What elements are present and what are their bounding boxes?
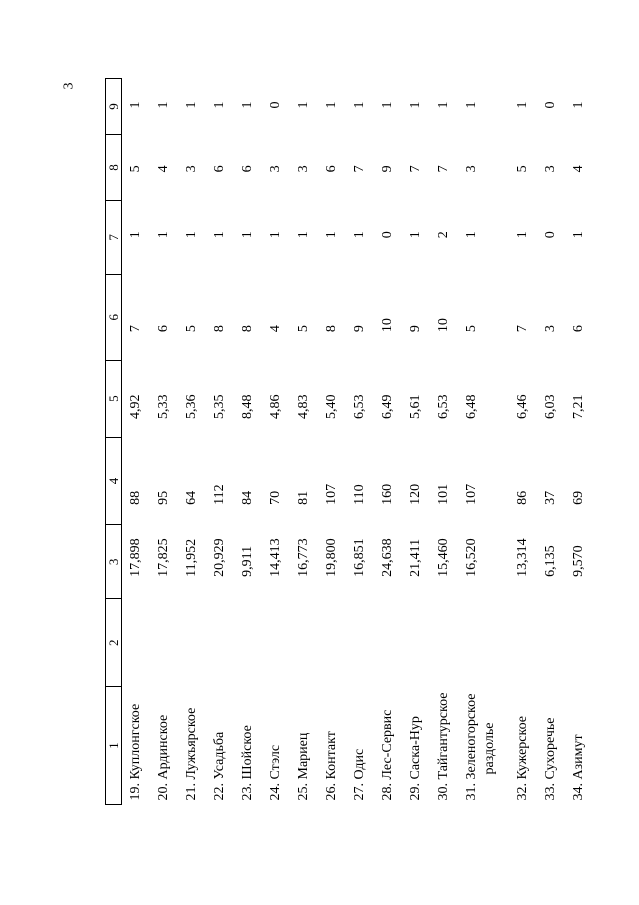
cell-col-9: 1	[212, 101, 227, 109]
cell-col-8: 7	[408, 165, 423, 173]
cell-col-8: 4	[571, 165, 586, 173]
cell-col-3: 13,314	[515, 538, 530, 577]
cell-col-3: 14,413	[268, 538, 283, 577]
cell-col-4: 160	[380, 483, 395, 505]
cell-col-4: 88	[128, 490, 143, 505]
cell-col-7: 1	[464, 231, 479, 239]
row-name: 25. Мариец	[296, 732, 311, 801]
page-number: 3	[61, 82, 77, 90]
cell-col-7: 1	[156, 231, 171, 239]
row-name-cell	[206, 599, 234, 805]
cell-col-6: 5	[296, 325, 311, 333]
cell-col-9: 1	[352, 101, 367, 109]
cell-col-8: 6	[240, 165, 255, 173]
cell-col-7: 2	[436, 231, 451, 239]
cell-col-3: 17,825	[156, 538, 171, 577]
cell-col-5: 5,33	[156, 394, 171, 420]
cell-col-8: 3	[296, 165, 311, 173]
cell-col-4: 120	[408, 483, 423, 505]
cell-col-8: 7	[436, 165, 451, 173]
cell-col-9: 0	[268, 101, 283, 109]
cell-col-6: 10	[380, 318, 395, 333]
cell-col-9: 1	[380, 101, 395, 109]
row-name: 28. Лес-Сервис	[380, 709, 395, 801]
cell-col-8: 5	[515, 165, 530, 173]
table-row	[430, 79, 458, 805]
row-name: 22. Усадьба	[212, 731, 227, 801]
row-name-cell	[178, 599, 206, 805]
table-row	[565, 79, 593, 805]
cell-col-9: 1	[515, 101, 530, 109]
row-name-cell	[402, 599, 430, 805]
cell-col-7: 1	[184, 231, 199, 239]
cell-col-8: 3	[184, 165, 199, 173]
table-row	[346, 79, 374, 805]
table-row	[318, 79, 346, 805]
cell-col-7: 1	[240, 231, 255, 239]
cell-col-4: 81	[296, 490, 311, 505]
cell-col-9: 1	[408, 101, 423, 109]
cell-col-8: 3	[464, 165, 479, 173]
cell-col-7: 1	[296, 231, 311, 239]
column-header-4: 4	[106, 437, 122, 525]
cell-col-4: 101	[436, 483, 451, 505]
cell-col-6: 4	[268, 325, 283, 333]
cell-col-5: 5,36	[184, 394, 199, 420]
row-name-cell	[318, 599, 346, 805]
cell-col-5: 5,61	[408, 394, 423, 420]
row-name-cell	[290, 599, 318, 805]
cell-col-9: 1	[464, 101, 479, 109]
column-header-9: 9	[106, 79, 122, 135]
cell-col-8: 6	[212, 165, 227, 173]
cell-col-6: 9	[408, 325, 423, 333]
row-name: 21. Лужъярское	[184, 707, 199, 801]
table-row	[122, 79, 151, 805]
cell-col-6: 6	[156, 325, 171, 333]
cell-col-9: 1	[571, 101, 586, 109]
cell-col-4: 84	[240, 490, 255, 505]
cell-col-6: 8	[212, 325, 227, 333]
table-row	[206, 79, 234, 805]
cell-col-4: 107	[464, 483, 479, 505]
row-name-cell	[262, 599, 290, 805]
cell-col-9: 1	[324, 101, 339, 109]
cell-col-4: 110	[352, 484, 367, 505]
row-name: 30. Тайгантурское	[436, 692, 451, 801]
cell-col-7: 1	[128, 231, 143, 239]
cell-col-6: 10	[436, 318, 451, 333]
row-name: 32. Кужерское	[515, 716, 530, 801]
column-header-1: 1	[106, 687, 122, 805]
cell-col-4: 37	[543, 490, 558, 505]
cell-col-4: 112	[212, 484, 227, 505]
row-name-cell	[346, 599, 374, 805]
table-row	[234, 79, 262, 805]
cell-col-5: 6,53	[436, 394, 451, 420]
cell-col-9: 1	[436, 101, 451, 109]
cell-col-5: 4,86	[268, 394, 283, 420]
row-name-cell	[430, 599, 458, 805]
row-name: 29. Саска-Нур	[408, 716, 423, 801]
row-name: 26. Контакт	[324, 731, 339, 801]
row-name: 19. Куплонгское	[128, 703, 143, 801]
row-name: 23. Шойское	[240, 725, 255, 801]
column-header-8: 8	[106, 135, 122, 201]
row-name: 33. Сухоречье	[543, 717, 558, 801]
cell-col-9: 1	[296, 101, 311, 109]
cell-col-8: 3	[268, 165, 283, 173]
row-name: 31. Зеленогорское	[464, 693, 479, 801]
table-row	[262, 79, 290, 805]
cell-col-7: 0	[380, 231, 395, 239]
cell-col-9: 1	[128, 101, 143, 109]
cell-col-6: 9	[352, 325, 367, 333]
cell-col-5: 6,03	[543, 394, 558, 420]
cell-col-5: 4,92	[128, 394, 143, 420]
cell-col-3: 9,911	[240, 545, 255, 577]
cell-col-3: 19,800	[324, 538, 339, 577]
table-row	[537, 79, 565, 805]
cell-col-3: 21,411	[408, 538, 423, 577]
cell-col-4: 107	[324, 483, 339, 505]
row-name-cell	[374, 599, 402, 805]
row-name-cell	[234, 599, 262, 805]
cell-col-8: 7	[352, 165, 367, 173]
cell-col-4: 95	[156, 490, 171, 505]
cell-col-6: 6	[571, 325, 586, 333]
cell-col-3: 11,952	[184, 538, 199, 577]
table-row	[374, 79, 402, 805]
cell-col-9: 1	[240, 101, 255, 109]
row-name-cell	[122, 599, 151, 805]
cell-col-5: 6,48	[464, 394, 479, 420]
table-header-row	[106, 79, 122, 805]
cell-col-6: 3	[543, 325, 558, 333]
column-header-2: 2	[106, 599, 122, 687]
row-name-cell	[537, 599, 565, 805]
cell-col-3: 24,638	[380, 538, 395, 577]
cell-col-3: 6,135	[543, 545, 558, 577]
cell-col-5: 4,83	[296, 394, 311, 420]
cell-col-7: 1	[324, 231, 339, 239]
cell-col-5: 6,53	[352, 394, 367, 420]
cell-col-5: 5,35	[212, 394, 227, 420]
column-header-7: 7	[106, 200, 122, 274]
cell-col-7: 1	[515, 231, 530, 239]
cell-col-3: 9,570	[571, 545, 586, 577]
cell-col-6: 7	[515, 325, 530, 333]
table-row	[458, 79, 509, 805]
column-header-6: 6	[106, 274, 122, 360]
table-row	[509, 79, 537, 805]
cell-col-8: 3	[543, 165, 558, 173]
cell-col-3: 15,460	[436, 538, 451, 577]
table-row	[178, 79, 206, 805]
row-name-continuation: раздолье	[482, 722, 497, 775]
row-name: 27. Одис	[352, 748, 367, 801]
row-name-cell	[458, 599, 509, 805]
cell-col-6: 5	[184, 325, 199, 333]
cell-col-8: 5	[128, 165, 143, 173]
cell-col-7: 1	[571, 231, 586, 239]
cell-col-5: 6,46	[515, 394, 530, 420]
cell-col-3: 17,898	[128, 538, 143, 577]
cell-col-7: 1	[212, 231, 227, 239]
cell-col-6: 8	[324, 325, 339, 333]
table-row	[150, 79, 178, 805]
row-name-cell	[565, 599, 593, 805]
cell-col-9: 0	[543, 101, 558, 109]
cell-col-4: 69	[571, 490, 586, 505]
row-name: 20. Ардинское	[156, 714, 171, 801]
cell-col-8: 4	[156, 165, 171, 173]
cell-col-9: 1	[156, 101, 171, 109]
cell-col-6: 5	[464, 325, 479, 333]
row-name-cell	[509, 599, 537, 805]
column-header-5: 5	[106, 360, 122, 437]
cell-col-5: 6,49	[380, 394, 395, 420]
cell-col-5: 8,48	[240, 394, 255, 420]
cell-col-3: 16,851	[352, 538, 367, 577]
cell-col-3: 16,773	[296, 538, 311, 577]
cell-col-3: 20,929	[212, 538, 227, 577]
cell-col-5: 5,40	[324, 394, 339, 420]
row-name-cell	[150, 599, 178, 805]
cell-col-4: 70	[268, 490, 283, 505]
cell-col-5: 7,21	[571, 394, 586, 420]
row-name: 34. Азимут	[571, 734, 586, 801]
cell-col-4: 64	[184, 490, 199, 505]
cell-col-8: 9	[380, 165, 395, 173]
cell-col-8: 6	[324, 165, 339, 173]
cell-col-6: 8	[240, 325, 255, 333]
cell-col-6: 7	[128, 325, 143, 333]
cell-col-7: 0	[543, 231, 558, 239]
table-row	[290, 79, 318, 805]
column-header-3: 3	[106, 525, 122, 599]
cell-col-7: 1	[352, 231, 367, 239]
table-row	[402, 79, 430, 805]
cell-col-3: 16,520	[464, 538, 479, 577]
cell-col-9: 1	[184, 101, 199, 109]
cell-col-7: 1	[268, 231, 283, 239]
data-table	[105, 78, 593, 805]
table-body	[122, 79, 594, 805]
rotated-table-container	[105, 78, 586, 805]
row-name: 24. Стэлс	[268, 744, 283, 801]
cell-col-4: 86	[515, 490, 530, 505]
cell-col-7: 1	[408, 231, 423, 239]
